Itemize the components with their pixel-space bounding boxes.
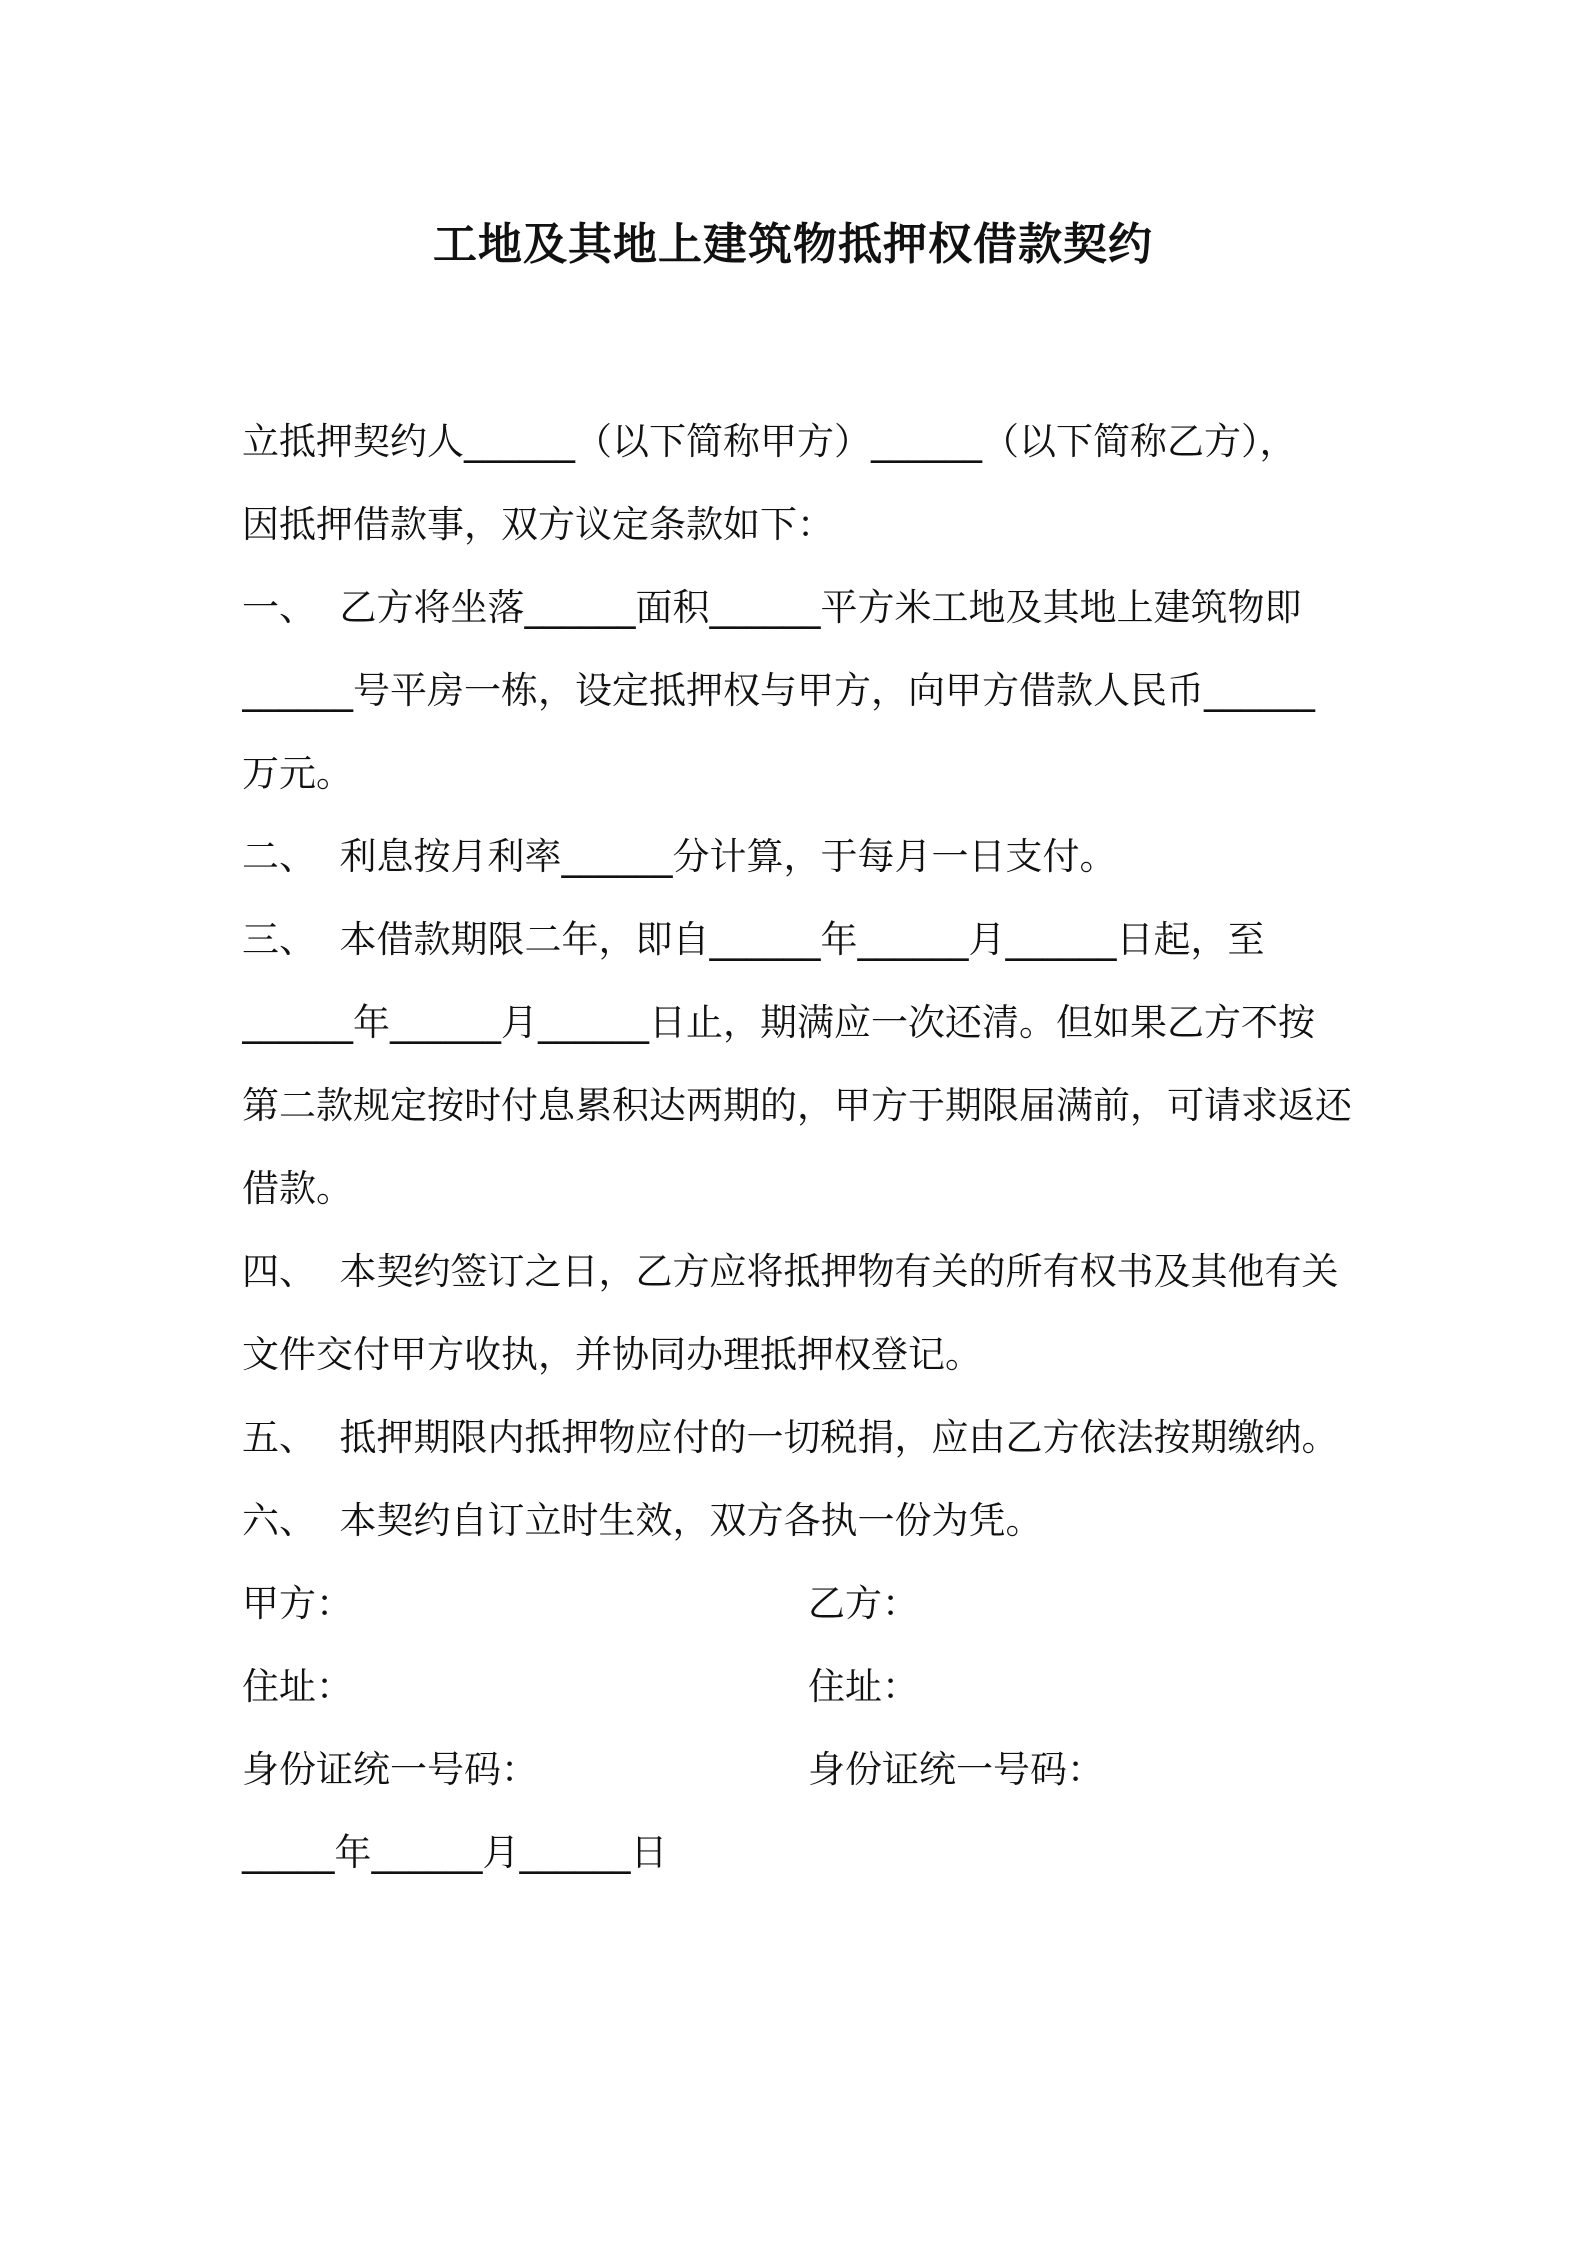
party-b-address-label: 住址： bbox=[808, 1665, 919, 1708]
body-line-3: 一、 乙方将坐落______面积______平方米工地及其地上建筑物即 bbox=[242, 586, 1302, 629]
document-title: 工地及其地上建筑物抵押权借款契约 bbox=[433, 219, 1153, 270]
party-a-label: 甲方： bbox=[242, 1582, 353, 1625]
body-line-5: 万元。 bbox=[242, 752, 353, 795]
body-line-9: 第二款规定按时付息累积达两期的，甲方于期限届满前，可请求返还 bbox=[242, 1084, 1352, 1127]
body-line-14: 六、 本契约自订立时生效，双方各执一份为凭。 bbox=[242, 1499, 1043, 1542]
contract-body bbox=[242, 400, 1362, 1562]
signing-date: _____年______月______日 bbox=[242, 1831, 668, 1874]
body-line-13: 五、 抵押期限内抵押物应付的一切税捐，应由乙方依法按期缴纳。 bbox=[242, 1416, 1339, 1459]
body-line-4: ______号平房一栋，设定抵押权与甲方，向甲方借款人民币______ bbox=[242, 669, 1315, 712]
body-line-7: 三、 本借款期限二年，即自______年______月______日起，至 bbox=[242, 918, 1265, 961]
body-line-12: 文件交付甲方收执，并协同办理抵押权登记。 bbox=[242, 1333, 982, 1376]
party-b-label: 乙方： bbox=[808, 1582, 919, 1625]
party-a-id-label: 身份证统一号码： bbox=[242, 1748, 538, 1791]
party-a-address-label: 住址： bbox=[242, 1665, 353, 1708]
body-line-10: 借款。 bbox=[242, 1167, 353, 1210]
party-b-id-label: 身份证统一号码： bbox=[808, 1748, 1104, 1791]
body-line-11: 四、 本契约签订之日，乙方应将抵押物有关的所有权书及其他有关 bbox=[242, 1250, 1339, 1293]
body-line-6: 二、 利息按月利率______分计算，于每月一日支付。 bbox=[242, 835, 1117, 878]
body-line-8: ______年______月______日止，期满应一次还清。但如果乙方不按 bbox=[242, 1001, 1315, 1044]
body-line-2: 因抵押借款事，双方议定条款如下： bbox=[242, 503, 834, 546]
body-line-1: 立抵押契约人______（以下简称甲方）______（以下简称乙方）， bbox=[242, 420, 1297, 463]
